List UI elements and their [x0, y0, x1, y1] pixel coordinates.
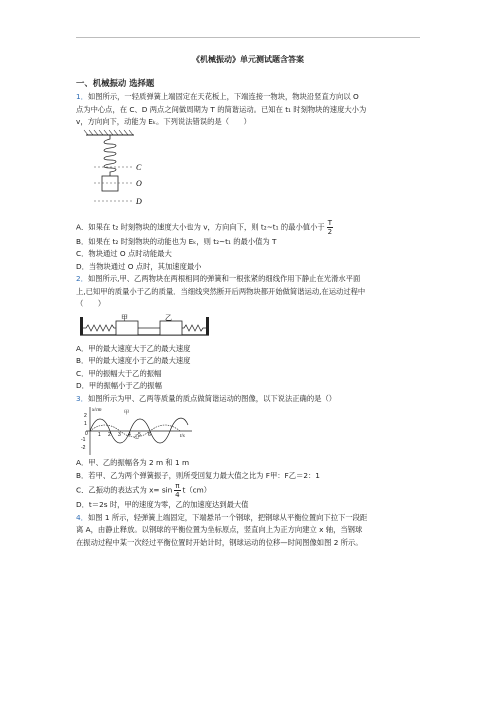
option-b: B．甲的最大速度小于乙的最大速度 — [76, 356, 191, 365]
option-c: C．甲的振幅大于乙的振幅 — [76, 368, 162, 378]
svg-text:2: 2 — [84, 413, 87, 419]
document-page — [76, 54, 420, 549]
question-4 — [76, 512, 420, 550]
document-title: 《机械振动》单元测试题含答案 — [192, 55, 304, 64]
option-b: B．若甲、乙为两个弹簧振子，则所受回复力最大值之比为 F甲：F乙＝2：1 — [76, 470, 320, 480]
block-yi — [160, 321, 182, 335]
header-rule — [76, 37, 420, 38]
svg-text:甲: 甲 — [124, 410, 130, 416]
option-c: C．物块通过 O 点时动能最大 — [76, 249, 172, 258]
section-heading: 一、机械振动 选择题 — [76, 77, 155, 88]
fraction: $\frac{T}{2}$ — [327, 218, 333, 236]
fraction: $\frac{\pi}{4}$ — [175, 482, 180, 499]
question-number: 3． — [76, 393, 88, 403]
block-jia — [116, 321, 138, 335]
svg-text:5: 5 — [138, 432, 141, 438]
option-b: B．如果在 t₂ 时刻物块的动能也为 Eₖ，则 t₂~t₁ 的最小值为 T — [76, 236, 277, 246]
question-text: 在振动过程中某一次经过平衡位置时开始计时，钢球运动的位移—时间图像如图 2 所示。 — [76, 537, 363, 547]
option-d: D．甲的振幅小于乙的振幅 — [76, 381, 162, 390]
question-text: （ ） — [76, 299, 106, 308]
option-d: D．t＝2s 时，甲的速度为零，乙的加速度达到最大值 — [76, 500, 249, 509]
svg-text:4: 4 — [128, 432, 131, 438]
option-d: D．当物块通过 O 点时，其加速度最小 — [76, 261, 202, 271]
svg-text:乙: 乙 — [134, 434, 140, 440]
question-text: 如图 1 所示，轻弹簧上端固定，下端悬吊一个钢球，把钢球从平衡位置向下拉下一段距 — [87, 512, 368, 522]
question-1 — [76, 91, 420, 273]
svg-text:0: 0 — [85, 431, 88, 437]
two-blocks-figure — [76, 311, 216, 343]
right-spring — [182, 325, 206, 331]
svg-text:甲: 甲 — [121, 313, 128, 322]
question-text: 上,已知甲的质量小于乙的质量．当细线突然断开后两物块都开始做简谐运动,在运动过程中 — [76, 286, 366, 296]
ceiling — [84, 130, 134, 135]
displacement-time-graph — [76, 405, 196, 457]
label-d: D — [136, 196, 142, 206]
label-c: C — [136, 162, 142, 172]
question-text: 如图所示为甲、乙两等质量的质点做简谐运动的图像，以下说法正确的是（） — [87, 393, 337, 403]
svg-text:3: 3 — [118, 432, 121, 438]
spring-block-figure — [76, 129, 196, 219]
option-c: C．乙振动的表达式为 x= sin $\frac{\pi}{4}$ t（cm） — [76, 482, 212, 499]
svg-text:x/cm: x/cm — [92, 408, 102, 413]
svg-text:乙: 乙 — [165, 313, 172, 322]
block — [102, 176, 118, 191]
left-spring — [83, 325, 116, 331]
svg-text:1: 1 — [84, 421, 87, 427]
question-3 — [76, 393, 420, 512]
question-text: 如图所示，一轻质弹簧上端固定在天花板上，下端连接一物块，物块沿竖直方向以 O — [87, 92, 359, 101]
question-text: v，方向向下，动能为 Eₖ。下列说法错误的是（ ） — [76, 117, 251, 126]
svg-text:-2: -2 — [81, 445, 86, 451]
svg-text:2: 2 — [108, 432, 111, 438]
question-number: 2． — [76, 274, 88, 283]
option-a: A．甲的最大速度大于乙的最大速度 — [76, 343, 191, 353]
svg-text:t/s: t/s — [180, 434, 185, 439]
question-text: 点为中心点，在 C、D 两点之间做周期为 T 的简谐运动。已知在 t₁ 时刻物块的速度大小为 — [76, 104, 367, 114]
option-a: A．甲、乙的振幅各为 2 m 和 1 m — [76, 458, 190, 467]
question-text: 离 A，由静止释放。以钢球的平衡位置为坐标原点，竖直向上为正方向建立 x 轴，当钢球 — [76, 525, 363, 534]
svg-text:1: 1 — [98, 432, 101, 438]
question-text: 如图所示,甲、乙两物块在两根相同的弹簧和一根张紧的细线作用下静止在光滑水平面 — [87, 274, 361, 283]
svg-text:6: 6 — [148, 432, 151, 438]
option-a: A．如果在 t₂ 时刻物块的速度大小也为 v，方向向下，则 t₂~t₁ 的最小值小于 $\frac{T}{2}$ — [76, 218, 333, 236]
svg-text:-1: -1 — [81, 437, 86, 443]
question-2 — [76, 273, 420, 393]
question-number: 4． — [76, 512, 88, 522]
question-number: 1． — [76, 92, 88, 101]
label-o: O — [136, 178, 142, 188]
spring — [104, 135, 116, 176]
